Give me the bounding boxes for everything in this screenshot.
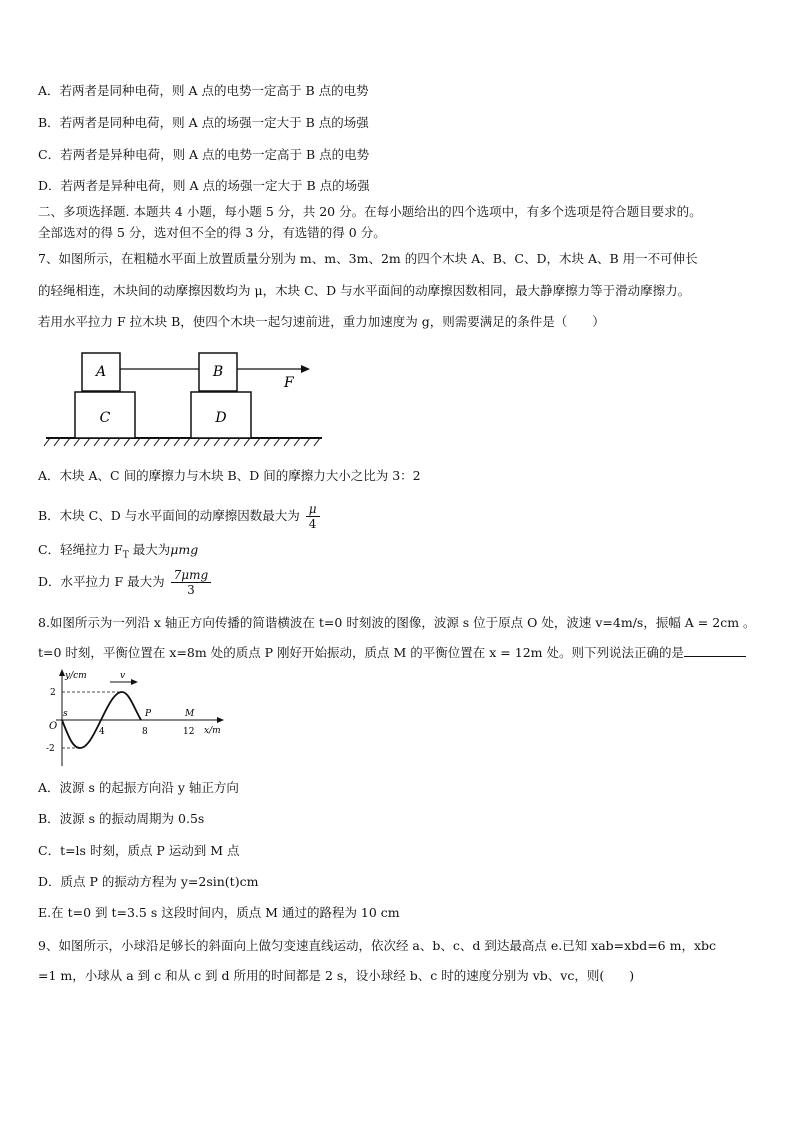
block-c-label: C	[99, 410, 111, 426]
q7-option-c	[38, 541, 198, 565]
velocity-label: v	[120, 671, 126, 681]
q7-option-c-text2: 最大为	[128, 542, 171, 557]
q8-option-d: D．质点 P 的振动方程为 y=2sin(t)cm	[38, 874, 259, 889]
q7-stem-1: 7、如图所示，在粗糙水平面上放置质量分别为 m、m、3m、2m 的四个木块 A、B、C、D，木块 A、B 用一不可伸长	[38, 251, 698, 266]
x-axis-label: x/m	[204, 726, 221, 736]
origin-label: O	[49, 721, 58, 732]
q7-option-c-value: μmg	[170, 542, 199, 557]
q7-option-c-text: C．轻绳拉力 F	[38, 542, 123, 557]
q8-option-e: E.在 t=0 到 t=3.5 s 这段时间内，质点 M 通过的路程为 10 cm	[38, 905, 400, 920]
q7-option-d-text: D．水平拉力 F 最大为	[38, 574, 165, 589]
y-tick-bottom: -2	[46, 744, 55, 754]
q6-option-c: C．若两者是异种电荷，则 A 点的电势一定高于 B 点的电势	[38, 147, 370, 162]
q8-stem-2	[38, 644, 746, 662]
point-p-label: P	[145, 709, 152, 719]
x-tick-8: 8	[142, 727, 148, 737]
q7-option-d-fraction	[171, 568, 212, 597]
q6-option-d: D．若两者是异种电荷，则 A 点的场强一定大于 B 点的场强	[38, 178, 370, 193]
section2-line1: 二、多项选择题. 本题共 4 小题，每小题 5 分，共 20 分。在每小题给出的四个选项中，有多个选项是符合题目要求的。	[38, 204, 702, 219]
block-d-label: D	[215, 410, 227, 426]
y-tick-top: 2	[50, 688, 56, 698]
q7-stem-2: 的轻绳相连，木块间的动摩擦因数均为 μ，木块 C、D 与水平面间的动摩擦因数相同，最大静摩擦力等于滑动摩擦力。	[38, 283, 691, 298]
q7-option-b-num: μ	[306, 502, 320, 517]
q7-option-d-den: 3	[187, 583, 195, 597]
q8-stem-2-text: t=0 时刻，平衡位置在 x=8m 处的质点 P 刚好开始振动，质点 M 的平衡位置在 x = 12m 处。则下列说法正确的是	[38, 645, 684, 660]
section2-line2: 全部选对的得 5 分，选对但不全的得 3 分，有选错的得 0 分。	[38, 225, 386, 240]
force-arrow-head	[301, 365, 310, 373]
ground-hatch	[44, 438, 320, 446]
point-m-label: M	[185, 709, 195, 719]
block-a-label: A	[95, 364, 107, 380]
q7-option-b-den: 4	[308, 517, 317, 531]
q7-option-b	[38, 500, 320, 532]
source-label: s	[63, 709, 68, 719]
q8-wave-figure	[40, 666, 240, 770]
q9-stem-1: 9、如图所示，小球沿足够长的斜面向上做匀变速直线运动，依次经 a、b、c、d 到达最高点 e.已知 xab=xbd=6 m，xbc	[38, 938, 717, 953]
velocity-arrow-head	[131, 679, 138, 685]
q7-option-d-num: 7μmg	[171, 568, 212, 583]
q9-stem-2: =1 m，小球从 a 到 c 和从 c 到 d 所用的时间都是 2 s，设小球经 b、c 时的速度分别为 vb、vc，则( )	[38, 968, 635, 983]
q8-option-b: B．波源 s 的振动周期为 0.5s	[38, 811, 205, 826]
q7-blocks-figure	[40, 345, 330, 455]
q7-option-b-text: B．木块 C、D 与水平面间的动摩擦因数最大为	[38, 508, 300, 523]
x-tick-12: 12	[183, 727, 195, 737]
y-axis-label: y/cm	[65, 671, 87, 681]
q7-stem-3: 若用水平拉力 F 拉木块 B，使四个木块一起匀速前进，重力加速度为 g，则需要满足的条件是（ ）	[38, 314, 605, 329]
q7-option-a: A．木块 A、C 间的摩擦力与木块 B、D 间的摩擦力大小之比为 3：2	[38, 468, 421, 483]
q8-option-c: C．t=ls 时刻，质点 P 运动到 M 点	[38, 843, 240, 858]
x-tick-4: 4	[99, 727, 105, 737]
block-b-label: B	[212, 364, 224, 380]
force-label: F	[284, 375, 294, 391]
q6-option-b: B．若两者是同种电荷，则 A 点的场强一定大于 B 点的场强	[38, 115, 369, 130]
q7-option-d	[38, 566, 211, 598]
q6-option-a: A．若两者是同种电荷，则 A 点的电势一定高于 B 点的电势	[38, 83, 369, 98]
q7-option-c-sub: T	[122, 550, 129, 561]
q8-stem-1: 8.如图所示为一列沿 x 轴正方向传播的简谐横波在 t=0 时刻波的图像，波源 s 位于原点 O 处，波速 v=4m/s，振幅 A = 2cm 。	[38, 615, 756, 630]
q8-option-a: A．波源 s 的起振方向沿 y 轴正方向	[38, 780, 239, 795]
q7-option-b-fraction	[306, 502, 320, 531]
answer-blank	[684, 644, 746, 657]
